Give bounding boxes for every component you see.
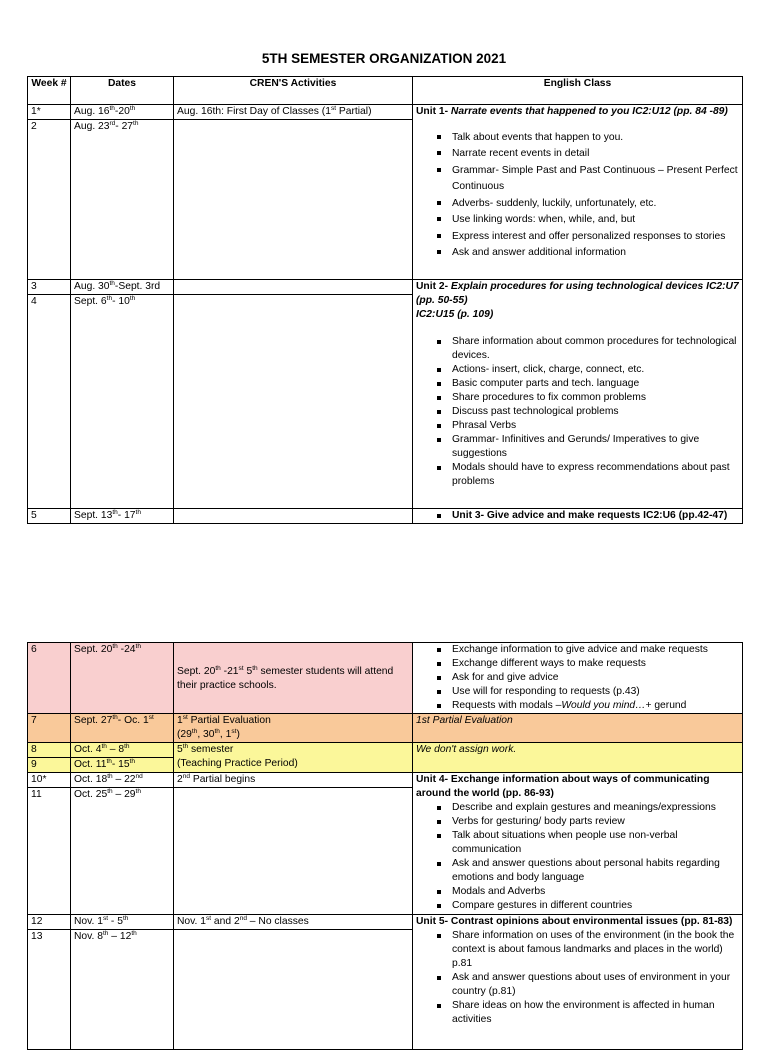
list-item: Ask and answer questions about uses of environment in your country (p.81)	[452, 971, 739, 999]
list-item: Share procedures to fix common problems	[452, 391, 739, 405]
list-item: Ask and answer additional information	[452, 245, 739, 261]
list-item: Ask and answer questions about personal habits regarding emotions and body language	[452, 857, 739, 885]
unit-1-title: Unit 1- Narrate events that happened to you IC2:U12 (pp. 84 -89)	[416, 106, 728, 117]
unit-5-cell	[413, 915, 743, 1050]
cren-cell	[174, 295, 413, 509]
dates-cell: Aug. 16th-20th	[71, 105, 174, 120]
list-item: Describe and explain gestures and meanings/expressions	[452, 801, 739, 815]
unit-2-reference: IC2:U15 (p. 109)	[416, 309, 494, 320]
unit-1-list	[416, 130, 739, 262]
list-item: Share information on uses of the environment (in the book the context is about famous landmarks and places in the world) p.81	[452, 929, 739, 971]
list-item: Modals should have to express recommendations about past problems	[452, 461, 739, 489]
week-cell: 1*	[28, 105, 71, 120]
dates-cell: Sept. 6th- 10th	[71, 295, 174, 509]
dates-cell: Nov. 8th – 12th	[71, 930, 174, 1050]
week-cell: 8	[28, 743, 71, 758]
table-row	[28, 105, 743, 120]
unit-4-title: Unit 4- Exchange information about ways of communicating around the world (pp. 86-93)	[416, 774, 710, 799]
schedule-table-2	[27, 642, 743, 1050]
header-row	[28, 77, 743, 105]
week-cell: 13	[28, 930, 71, 1050]
list-item: Exchange information to give advice and make requests	[452, 643, 739, 657]
dates-header: Dates	[71, 77, 174, 105]
cren-cell	[174, 930, 413, 1050]
evaluation-cell: 1st Partial Evaluation	[413, 714, 743, 743]
list-item: Talk about situations when people use non-verbal communication	[452, 829, 739, 857]
week-cell: 9	[28, 758, 71, 773]
table-row	[28, 743, 743, 758]
cren-cell	[174, 788, 413, 915]
dates-cell: Aug. 23rd- 27th	[71, 120, 174, 280]
unit-5-title: Unit 5- Contrast opinions about environmental issues (pp. 81-83)	[416, 916, 733, 927]
list-item: Actions- insert, click, charge, connect, etc.	[452, 363, 739, 377]
week-header: Week #	[28, 77, 71, 105]
dates-cell: Oct. 25th – 29th	[71, 788, 174, 915]
table-row	[28, 915, 743, 930]
list-item: Basic computer parts and tech. language	[452, 377, 739, 391]
week-cell: 6	[28, 643, 71, 714]
unit-3-continued-cell	[413, 643, 743, 714]
list-item: Ask for and give advice	[452, 671, 739, 685]
unit-1-cell	[413, 105, 743, 280]
table-row	[28, 509, 743, 524]
list-item: Use will for responding to requests (p.43)	[452, 685, 739, 699]
list-item: Requests with modals –Would you mind…+ gerund	[452, 699, 739, 713]
table-row	[28, 714, 743, 743]
dates-cell: Oct. 11th- 15th	[71, 758, 174, 773]
unit-3-cell	[413, 509, 743, 524]
cren-cell	[174, 120, 413, 280]
week-cell: 11	[28, 788, 71, 915]
cren-cell: Sept. 20th -21st 5th semester students will attend their practice schools.	[174, 643, 413, 714]
unit-4-list	[416, 801, 739, 913]
cren-cell: 2nd Partial begins	[174, 773, 413, 788]
unit-5-list	[416, 929, 739, 1027]
dates-cell: Aug. 30th-Sept. 3rd	[71, 280, 174, 295]
list-item: Phrasal Verbs	[452, 419, 739, 433]
week-cell: 2	[28, 120, 71, 280]
dates-cell: Nov. 1st - 5th	[71, 915, 174, 930]
english-header: English Class	[413, 77, 743, 105]
dates-cell: Oct. 18th – 22nd	[71, 773, 174, 788]
cren-cell: 1st Partial Evaluation (29th, 30th, 1st)	[174, 714, 413, 743]
table-row	[28, 643, 743, 714]
list-item: Grammar- Infinitives and Gerunds/ Imperatives to give suggestions	[452, 433, 739, 461]
list-item: Share information about common procedures for technological devices.	[452, 335, 739, 363]
cren-cell: Aug. 16th: First Day of Classes (1st Partial)	[174, 105, 413, 120]
cren-cell: 5th semester (Teaching Practice Period)	[174, 743, 413, 773]
week-cell: 3	[28, 280, 71, 295]
list-item: Exchange different ways to make requests	[452, 657, 739, 671]
list-item: Talk about events that happen to you.	[452, 130, 739, 146]
dates-cell: Oct. 4th – 8th	[71, 743, 174, 758]
week-cell: 4	[28, 295, 71, 509]
list-item: Narrate recent events in detail	[452, 146, 739, 162]
unit-3-list	[416, 509, 739, 523]
list-item: Compare gestures in different countries	[452, 899, 739, 913]
week-cell: 7	[28, 714, 71, 743]
cren-cell	[174, 280, 413, 295]
list-item: Share ideas on how the environment is affected in human activities	[452, 999, 739, 1027]
unit-2-cell	[413, 280, 743, 509]
unit-3-title: Unit 3- Give advice and make requests IC2:U6 (pp.42-47)	[452, 509, 739, 523]
dates-cell: Sept. 13th- 17th	[71, 509, 174, 524]
cren-header: CREN'S Activities	[174, 77, 413, 105]
list-item: Adverbs- suddenly, luckily, unfortunately, etc.	[452, 196, 739, 212]
week-cell: 10*	[28, 773, 71, 788]
unit-2-title: Unit 2- Explain procedures for using technological devices IC2:U7 (pp. 50-55)	[416, 281, 739, 306]
list-item: Grammar- Simple Past and Past Continuous – Present Perfect Continuous	[452, 163, 739, 196]
list-item: Discuss past technological problems	[452, 405, 739, 419]
table-row	[28, 280, 743, 295]
no-work-cell: We don't assign work.	[413, 743, 743, 773]
schedule-table-1	[27, 76, 743, 524]
week-cell: 12	[28, 915, 71, 930]
list-item: Express interest and offer personalized responses to stories	[452, 229, 739, 245]
cren-cell: Nov. 1st and 2nd – No classes	[174, 915, 413, 930]
cren-cell	[174, 509, 413, 524]
dates-cell: Sept. 20th -24th	[71, 643, 174, 714]
week-cell: 5	[28, 509, 71, 524]
dates-cell: Sept. 27th- Oc. 1st	[71, 714, 174, 743]
list-item: Verbs for gesturing/ body parts review	[452, 815, 739, 829]
page-title: 5TH SEMESTER ORGANIZATION 2021	[261, 51, 507, 66]
unit-4-cell	[413, 773, 743, 915]
unit-3-list	[416, 643, 739, 713]
table-row	[28, 773, 743, 788]
list-item: Use linking words: when, while, and, but	[452, 212, 739, 228]
list-item: Modals and Adverbs	[452, 885, 739, 899]
unit-2-list	[416, 335, 739, 489]
